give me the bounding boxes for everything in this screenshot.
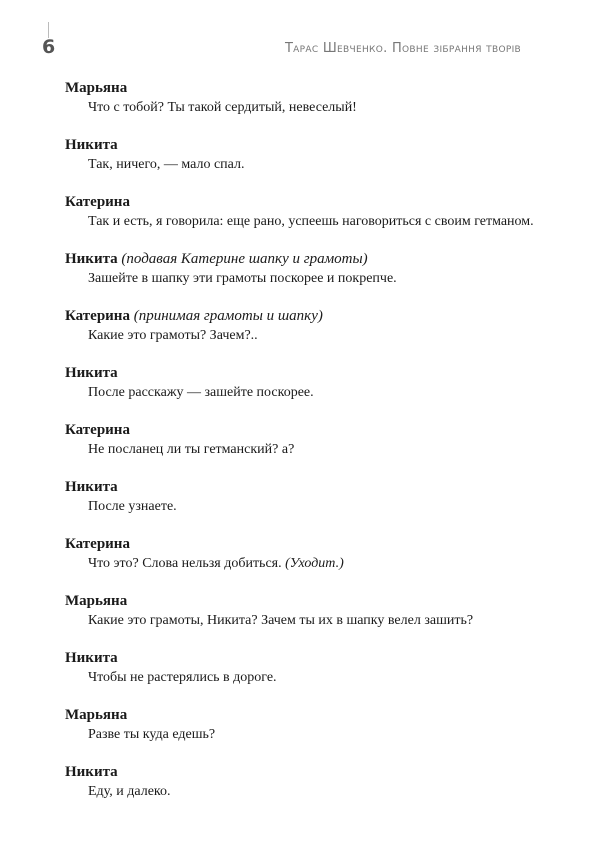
speech-text: Так, ничего, — мало спал. (88, 157, 245, 172)
dialogue-block (65, 421, 535, 460)
speaker-name: Никита (65, 251, 118, 267)
speaker-line (65, 421, 535, 440)
speech-text: Не посланец ли ты гетманский? а? (88, 442, 295, 457)
speaker-line (65, 592, 535, 611)
speech-text: Что с тобой? Ты такой сердитый, невеселый! (88, 100, 357, 115)
speaker-line (65, 79, 535, 98)
dialogue-block (65, 250, 535, 289)
speech-line (65, 155, 535, 175)
speech-line (65, 782, 535, 802)
speaker-line (65, 706, 535, 725)
speaker-name: Катерина (65, 308, 130, 324)
speech-text: Еду, и далеко. (88, 784, 171, 799)
speaker-name: Никита (65, 365, 118, 381)
speaker-name: Катерина (65, 194, 130, 210)
page-number: 6 (42, 36, 56, 58)
speaker-name: Никита (65, 650, 118, 666)
speaker-line (65, 535, 535, 554)
speech-text: Что это? Слова нельзя добиться. (88, 556, 282, 571)
speaker-line (65, 478, 535, 497)
speech-text: Так и есть, я говорила: еще рано, успеешь наговориться с своим гетманом. (88, 214, 534, 229)
speaker-line (65, 250, 535, 269)
speech-text: Зашейте в шапку эти грамоты поскорее и покрепче. (88, 271, 397, 286)
speech-line (65, 269, 535, 289)
speech-text: Какие это грамоты, Никита? Зачем ты их в шапку велел зашить? (88, 613, 474, 628)
speech-line (65, 326, 535, 346)
dialogue-block (65, 649, 535, 688)
dialogue-block (65, 193, 535, 232)
dialogue-block (65, 478, 535, 517)
speaker-line (65, 763, 535, 782)
stage-direction: (принимая грамоты и шапку) (133, 308, 323, 324)
stage-direction: (Уходит.) (285, 556, 344, 571)
dialogue-block (65, 592, 535, 631)
speech-line (65, 440, 535, 460)
speech-line (65, 497, 535, 517)
speech-text: Какие это грамоты? Зачем?.. (88, 328, 258, 343)
speech-text: Чтобы не растерялись в дороге. (88, 670, 277, 685)
speaker-name: Марьяна (65, 80, 128, 96)
speaker-line (65, 136, 535, 155)
speaker-name: Никита (65, 479, 118, 495)
speech-line (65, 383, 535, 403)
dialogue (65, 79, 535, 820)
speaker-line (65, 307, 535, 326)
speaker-name: Марьяна (65, 593, 128, 609)
dialogue-block (65, 307, 535, 346)
speech-text: После узнаете. (88, 499, 177, 514)
running-title: Тарас Шевченко. Повне зібрання творів (284, 41, 521, 56)
speech-line (65, 212, 535, 232)
speech-line (65, 668, 535, 688)
speaker-name: Катерина (65, 536, 130, 552)
speech-text: Разве ты куда едешь? (88, 727, 216, 742)
speaker-line (65, 649, 535, 668)
dialogue-block (65, 364, 535, 403)
speech-line (65, 611, 535, 631)
dialogue-block (65, 136, 535, 175)
speaker-name: Марьяна (65, 707, 128, 723)
speaker-name: Никита (65, 764, 118, 780)
speaker-name: Катерина (65, 422, 130, 438)
speech-line (65, 98, 535, 118)
speech-line (65, 725, 535, 745)
stage-direction: (подавая Катерине шапку и грамоты) (121, 251, 368, 267)
speech-line (65, 554, 535, 574)
dialogue-block (65, 535, 535, 574)
speaker-line (65, 193, 535, 212)
dialogue-block (65, 79, 535, 118)
speaker-line (65, 364, 535, 383)
dialogue-block (65, 763, 535, 802)
speaker-name: Никита (65, 137, 118, 153)
dialogue-block (65, 706, 535, 745)
speech-text: После расскажу — зашейте поскорее. (88, 385, 314, 400)
